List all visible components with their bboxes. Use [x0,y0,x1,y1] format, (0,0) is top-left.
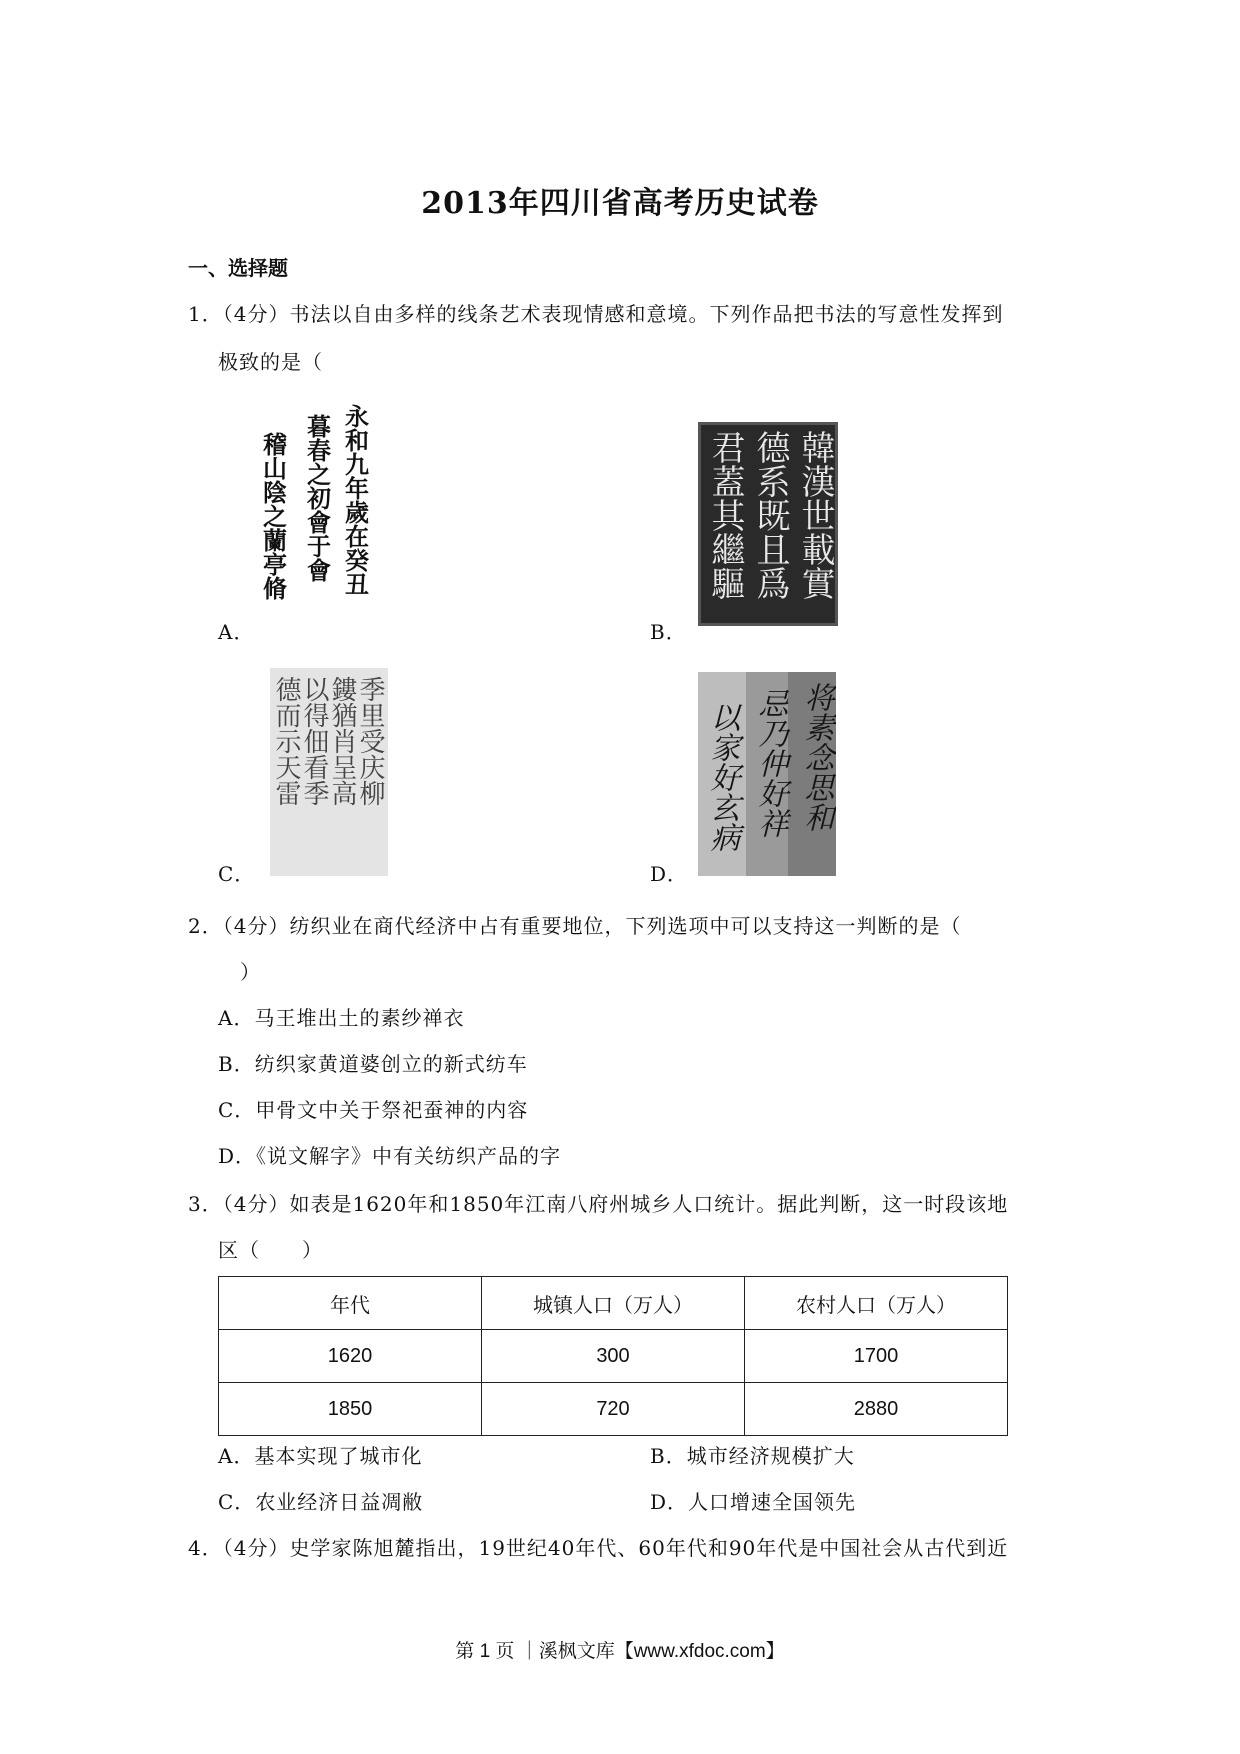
q3-line1 [188,1188,1008,1217]
table-header-cell: 城镇人口（万人） [482,1277,745,1330]
q3-line2: 区（ ） [218,1238,323,1262]
q1-option-d-label: D． [650,862,689,886]
calligraphy-a-col3: 稽山陰之蘭亭脩 [258,432,288,600]
table-row [219,1383,1008,1436]
q1-line2: 极致的是（ [218,350,323,374]
q2-score: （4分） [222,914,290,938]
table-row [219,1330,1008,1383]
q3-stem: 如表是1620年和1850年江南八府州城乡人口统计。据此判断，这一时段该地 [289,1192,1009,1216]
calligraphy-a-image [255,388,375,628]
q2-option-c: C．甲骨文中关于祭祀蚕神的内容 [218,1098,529,1122]
table-header-cell: 农村人口（万人） [745,1277,1008,1330]
q2-line1 [188,910,961,939]
calligraphy-a-col2: 暮春之初會于會 [302,414,332,582]
q4-line1 [188,1532,1008,1561]
q3-number: 3． [188,1192,223,1216]
calligraphy-c-image [270,668,388,876]
calligraphy-d-col1: 将素念思和 [798,682,834,832]
q3-option-d: D．人口增速全国领先 [650,1490,857,1514]
section-heading: 一、选择题 [188,256,288,280]
q1-score: （4分） [222,302,290,326]
population-table [218,1276,1008,1436]
q4-stem: 史学家陈旭麓指出，19世纪40年代、60年代和90年代是中国社会从古代到近 [289,1536,1009,1560]
table-cell: 300 [482,1330,745,1383]
calligraphy-a-col1: 永和九年歲在癸丑 [340,404,370,596]
q1-number: 1． [188,302,223,326]
q2-stem: 纺织业在商代经济中占有重要地位，下列选项中可以支持这一判断的是（ [289,914,962,938]
page-title: 2013年四川省高考历史试卷 [421,186,819,221]
q2-option-a: A．马王堆出土的素纱禅衣 [218,1006,465,1030]
table-cell: 1850 [219,1383,482,1436]
q1-line1 [188,298,1003,327]
q3-score: （4分） [222,1192,290,1216]
calligraphy-b-image [698,422,838,626]
calligraphy-b-col2: 德系既且爲 [750,430,790,600]
q1-option-c-label: C． [218,862,256,886]
calligraphy-d-col2: 忌乃仲好祥 [752,688,788,838]
q1-stem: 书法以自由多样的线条艺术表现情感和意境。下列作品把书法的写意性发挥到 [289,302,1004,326]
q2-line2: ） [240,960,261,984]
table-cell: 720 [482,1383,745,1436]
calligraphy-c-col2: 鏤猶肖呈高 [327,676,357,806]
q3-option-c: C．农业经济日益凋敝 [218,1490,424,1514]
calligraphy-c-col3: 以得佃看季 [299,676,329,806]
table-header-row [219,1277,1008,1330]
q3-option-b: B．城市经济规模扩大 [650,1444,855,1468]
table-cell: 2880 [745,1383,1008,1436]
calligraphy-c-col4: 德而示天雷 [271,676,301,806]
q1-option-b-label: B． [650,620,687,644]
calligraphy-d-image [698,672,836,876]
calligraphy-b-col3: 君蓋其繼驅 [705,430,745,600]
q3-option-a: A．基本实现了城市化 [218,1444,423,1468]
q4-score: （4分） [222,1536,290,1560]
table-cell: 1620 [219,1330,482,1383]
table-header-cell: 年代 [219,1277,482,1330]
q1-option-a-label: A． [218,620,255,644]
q2-option-b: B．纺织家黄道婆创立的新式纺车 [218,1052,528,1076]
q4-number: 4． [188,1536,223,1560]
calligraphy-c-col1: 季里受庆柳 [355,676,385,806]
calligraphy-d-col3: 以家好玄病 [704,702,740,852]
calligraphy-b-col1: 韓漢世載實 [795,430,835,600]
table-cell: 1700 [745,1330,1008,1383]
page-footer: 第 1 页 ｜溪枫文库【www.xfdoc.com】 [455,1641,785,1662]
q2-option-d: D．《说文解字》中有关纺织产品的字 [218,1144,562,1168]
q2-number: 2． [188,914,223,938]
